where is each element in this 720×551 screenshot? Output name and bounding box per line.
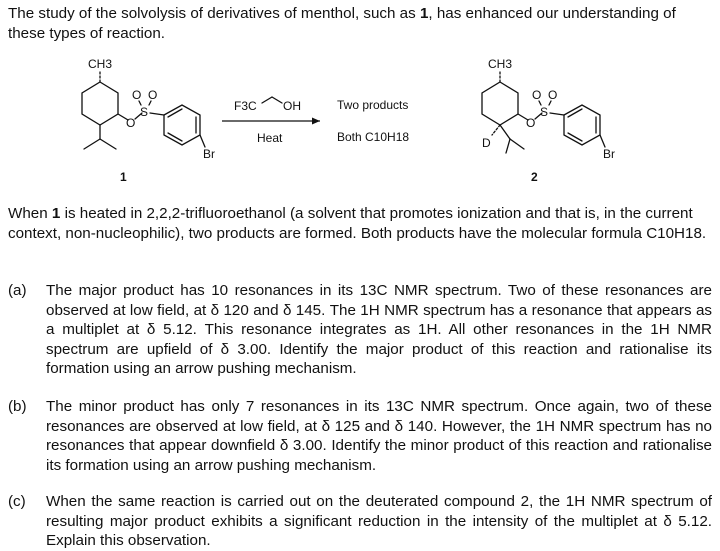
compound-1-structure	[82, 57, 215, 184]
context-paragraph	[8, 204, 712, 243]
reaction-conditions	[222, 97, 409, 145]
intro-paragraph	[8, 4, 712, 43]
intro-compound-ref: 1	[419, 5, 429, 22]
context-compound-ref: 1	[51, 205, 61, 222]
reagent-cf3: F3C	[234, 99, 257, 113]
intro-text-post: , has enhanced our understanding of these types of reaction.	[8, 5, 676, 42]
question-a-label: (a)	[8, 282, 27, 299]
compound-2-ester-oxygen: O	[526, 116, 536, 130]
condition-heat: Heat	[257, 131, 283, 145]
compound-2-label: 2	[531, 170, 538, 184]
intro-text-pre: The study of the solvolysis of derivatives of menthol, such as	[8, 5, 420, 22]
reagent-oh: OH	[283, 99, 301, 113]
compound-2-sulfur: S	[540, 105, 549, 119]
compound-2-bromine: Br	[603, 147, 615, 161]
compound-1-methyl: CH3	[88, 57, 113, 71]
outcome-line-2: Both C10H18	[337, 130, 410, 144]
context-text-post: is heated in 2,2,2-trifluoroethanol (a solvent that promotes ionization and that is, in the current context, non-nucleophilic), two products are formed. Both products have the molecular formula C10H18.	[8, 205, 707, 242]
outcome-line-1: Two products	[337, 98, 409, 112]
compound-2-sulfonyl-oxygen-2: O	[548, 88, 558, 102]
compound-1-bromine: Br	[203, 147, 215, 161]
question-a-text: The major product has 10 resonances in its 13C NMR spectrum. Two of these resonances are observed at low field, at δ 120 and δ 145. The 1H NMR spectrum has a resonance that appears as a multiplet at δ 5.12. This resonance integrates as 1H. All other resonances in the 1H NMR spectrum are upfield of δ 3.00. Identify the major product of this reaction and rationalise its formation using an arrow pushing mechanism.	[46, 282, 712, 377]
compound-2-methyl: CH3	[488, 57, 513, 71]
question-c-text: When the same reaction is carried out on the deuterated compound 2, the 1H NMR spectrum of resulting major product exhibits a significant reduction in the intensity of the multiplet at δ 5.12. Explain this observation.	[46, 493, 712, 549]
question-b-label: (b)	[8, 398, 27, 415]
question-c-label: (c)	[8, 493, 26, 510]
compound-1-sulfonyl-oxygen-2: O	[148, 88, 158, 102]
compound-1-sulfonyl-oxygen-1: O	[132, 88, 142, 102]
compound-2-structure	[482, 57, 615, 184]
context-text-pre: When	[8, 205, 52, 222]
compound-1-ester-oxygen: O	[126, 116, 136, 130]
compound-1-label: 1	[120, 170, 127, 184]
compound-1-sulfur: S	[140, 105, 149, 119]
compound-2-deuterium: D	[482, 136, 491, 150]
compound-2-sulfonyl-oxygen-1: O	[532, 88, 542, 102]
reaction-scheme	[0, 55, 720, 190]
question-b-text: The minor product has only 7 resonances in its 13C NMR spectrum. Once again, two of these resonances are observed at low field, at δ 125 and δ 140. However, the 1H NMR spectrum has no resonances that appear downfield δ 3.00. Identify the minor product of this reaction and rationalise its formation using an arrow pushing mechanism.	[46, 398, 712, 474]
